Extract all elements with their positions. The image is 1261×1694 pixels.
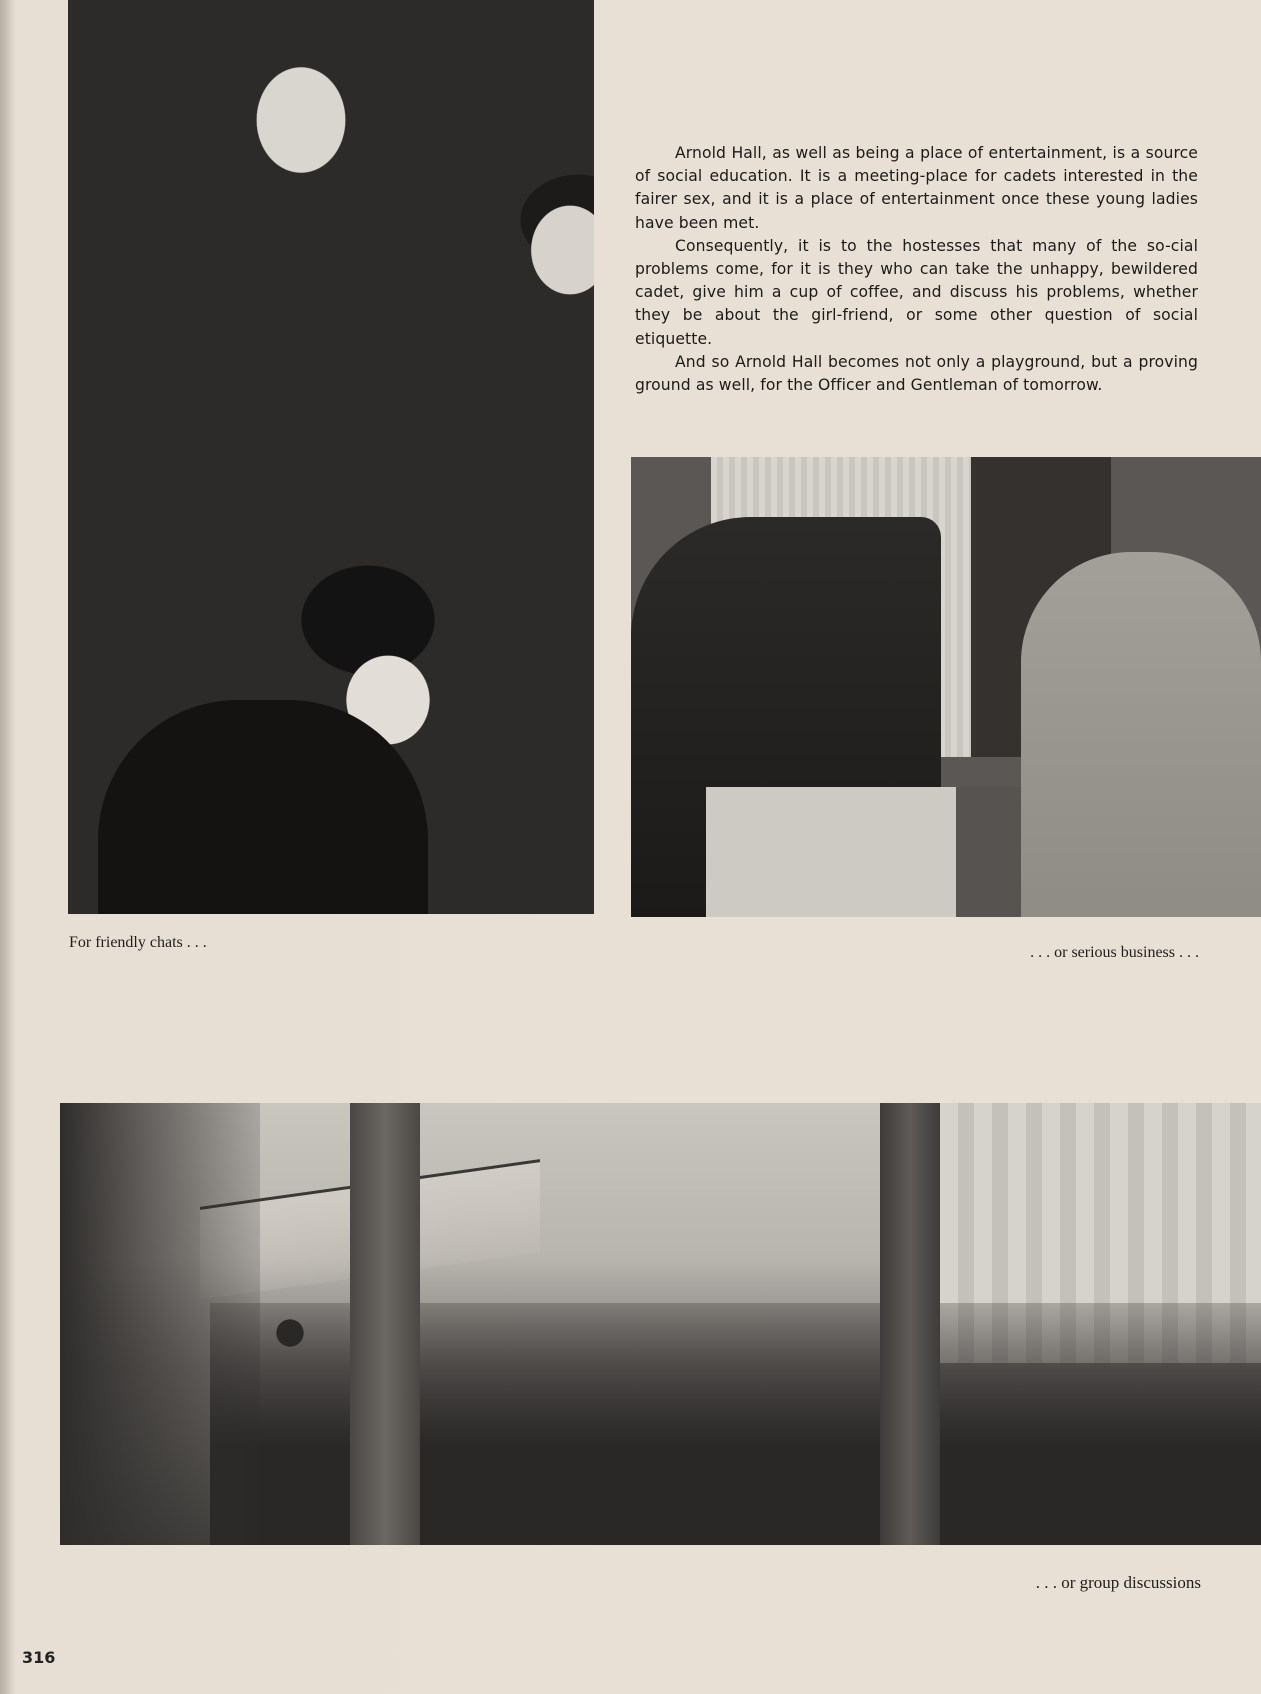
photo-chair: [706, 787, 956, 917]
article-text: [635, 142, 1198, 397]
binding-shadow: [0, 0, 14, 1694]
page-number: 316: [22, 1648, 56, 1667]
photo-serious-business: [631, 457, 1261, 917]
photo-group-discussions: [60, 1103, 1261, 1545]
article-paragraph: Arnold Hall, as well as being a place of entertainment, is a source of social education. It is a meeting-place for cadets interested in the fairer sex, and it is a place of entertainment once these young ladies have been met.: [635, 144, 1198, 232]
photo-friendly-chats: [68, 0, 594, 914]
photo-hostess: [1021, 552, 1261, 917]
caption-friendly-chats: For friendly chats . . .: [69, 934, 207, 951]
photo-pillar: [880, 1103, 940, 1545]
photo-pillar: [350, 1103, 420, 1545]
article-paragraph: Consequently, it is to the hostesses that many of the so-cial problems come, for it is they who can take the unhappy, bewildered cadet, give him a cup of coffee, and discuss his problems, whether they be about the girl-friend, or some other question of social etiquette.: [635, 236, 1198, 348]
caption-serious-business: . . . or serious business . . .: [1030, 944, 1199, 961]
caption-group-discussions: . . . or group discussions: [1035, 1573, 1201, 1592]
photo-left-shadow: [60, 1103, 260, 1545]
article-paragraph: And so Arnold Hall becomes not only a playground, but a proving ground as well, for the Officer and Gentleman of tomorrow.: [635, 352, 1198, 395]
